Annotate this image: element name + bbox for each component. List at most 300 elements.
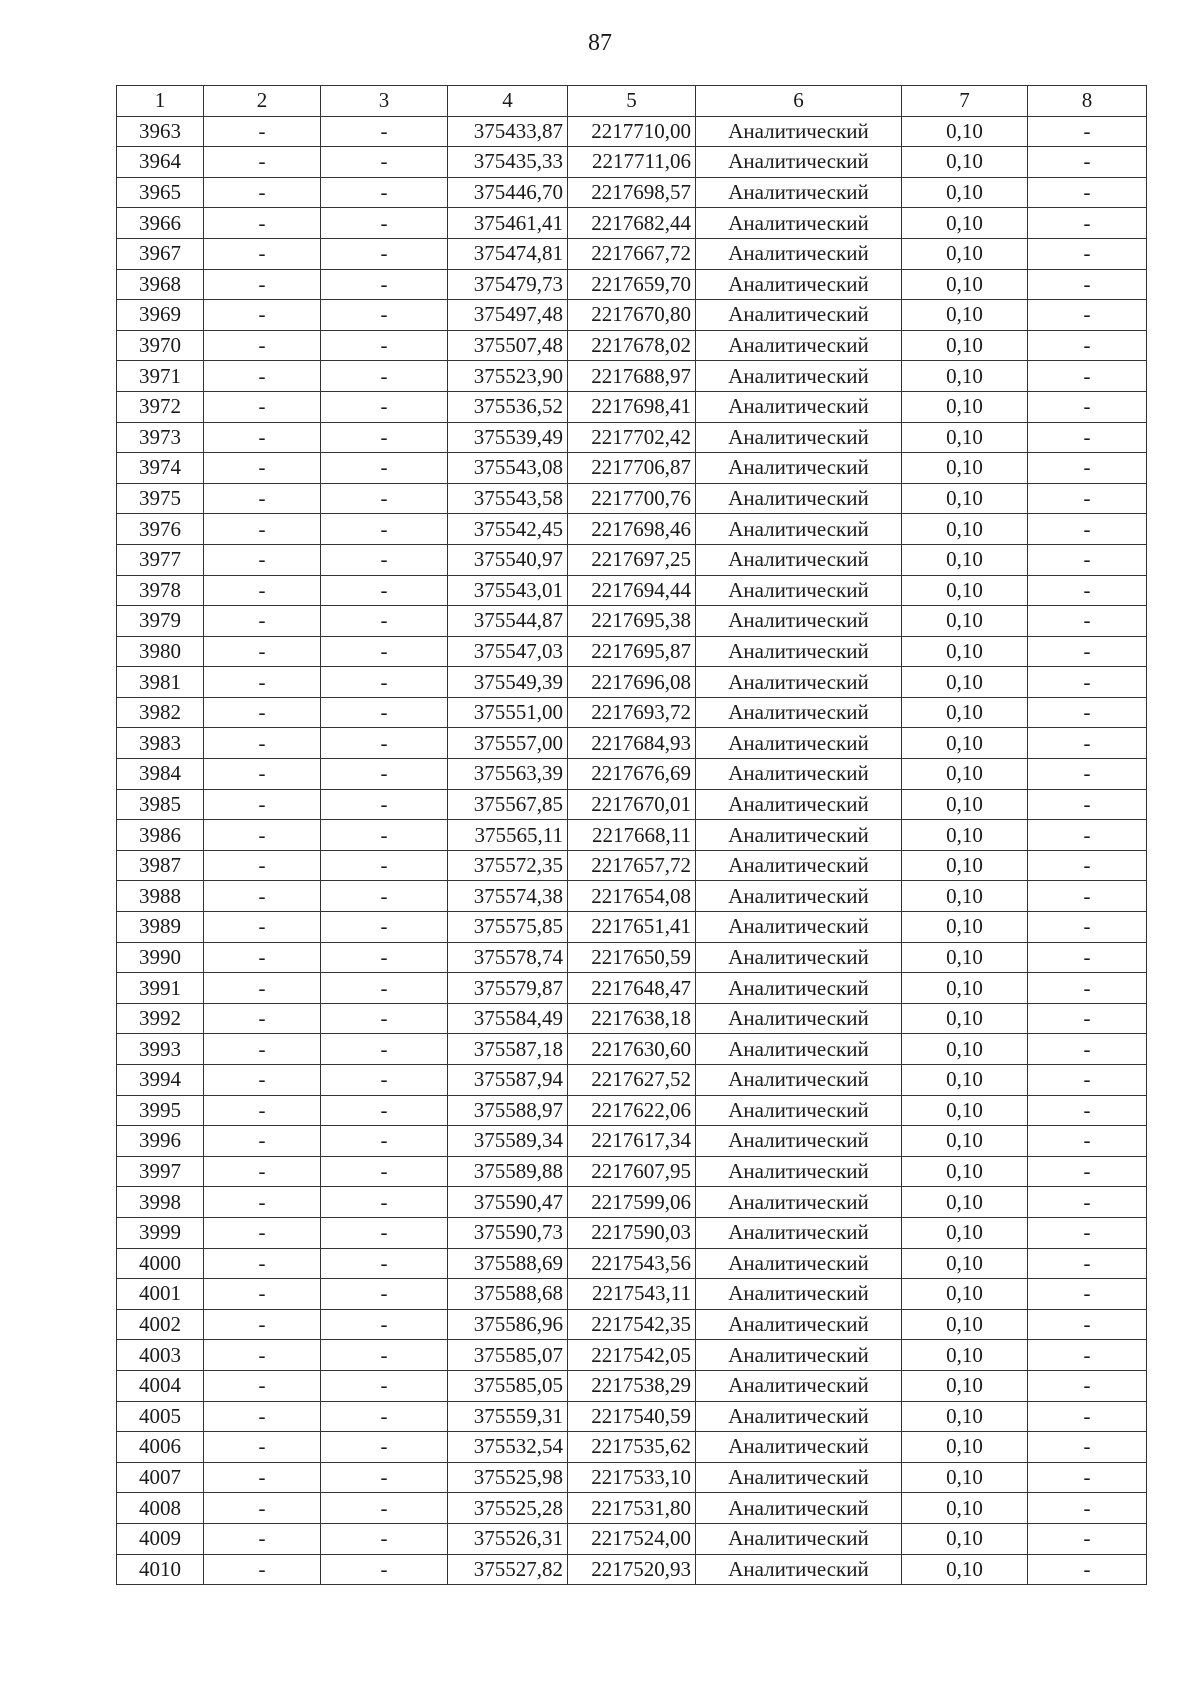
col8-cell: - [1028,636,1147,667]
accuracy-cell: 0,10 [902,1003,1028,1034]
x-coordinate-cell: 375544,87 [448,606,568,637]
col2-cell: - [204,667,321,698]
col2-cell: - [204,208,321,239]
y-coordinate-cell: 2217700,76 [568,483,696,514]
point-number-cell: 4001 [117,1279,204,1310]
accuracy-cell: 0,10 [902,391,1028,422]
y-coordinate-cell: 2217651,41 [568,912,696,943]
accuracy-cell: 0,10 [902,575,1028,606]
x-coordinate-cell: 375589,34 [448,1126,568,1157]
table-row [117,391,1147,422]
column-header: 3 [321,86,448,117]
accuracy-cell: 0,10 [902,1279,1028,1310]
col2-cell: - [204,1095,321,1126]
y-coordinate-cell: 2217702,42 [568,422,696,453]
col2-cell: - [204,1432,321,1463]
point-number-cell: 3998 [117,1187,204,1218]
col8-cell: - [1028,820,1147,851]
x-coordinate-cell: 375540,97 [448,544,568,575]
col8-cell: - [1028,300,1147,331]
y-coordinate-cell: 2217693,72 [568,697,696,728]
method-cell: Аналитический [696,1156,902,1187]
accuracy-cell: 0,10 [902,1126,1028,1157]
x-coordinate-cell: 375563,39 [448,759,568,790]
col3-cell: - [321,575,448,606]
col8-cell: - [1028,759,1147,790]
table-row [117,1187,1147,1218]
method-cell: Аналитический [696,330,902,361]
method-cell: Аналитический [696,1370,902,1401]
col2-cell: - [204,422,321,453]
table-row [117,177,1147,208]
accuracy-cell: 0,10 [902,759,1028,790]
method-cell: Аналитический [696,514,902,545]
y-coordinate-cell: 2217695,87 [568,636,696,667]
x-coordinate-cell: 375547,03 [448,636,568,667]
col3-cell: - [321,238,448,269]
table-row [117,238,1147,269]
accuracy-cell: 0,10 [902,1493,1028,1524]
col8-cell: - [1028,544,1147,575]
accuracy-cell: 0,10 [902,238,1028,269]
col2-cell: - [204,789,321,820]
col3-cell: - [321,1554,448,1585]
x-coordinate-cell: 375461,41 [448,208,568,239]
point-number-cell: 3981 [117,667,204,698]
col2-cell: - [204,1554,321,1585]
col2-cell: - [204,300,321,331]
col3-cell: - [321,728,448,759]
table-row [117,544,1147,575]
point-number-cell: 3999 [117,1217,204,1248]
y-coordinate-cell: 2217684,93 [568,728,696,759]
x-coordinate-cell: 375557,00 [448,728,568,759]
col2-cell: - [204,636,321,667]
x-coordinate-cell: 375579,87 [448,973,568,1004]
accuracy-cell: 0,10 [902,483,1028,514]
accuracy-cell: 0,10 [902,942,1028,973]
col8-cell: - [1028,1248,1147,1279]
table-header-row [117,86,1147,117]
accuracy-cell: 0,10 [902,789,1028,820]
x-coordinate-cell: 375584,49 [448,1003,568,1034]
method-cell: Аналитический [696,1309,902,1340]
col3-cell: - [321,361,448,392]
col2-cell: - [204,1340,321,1371]
point-number-cell: 3994 [117,1065,204,1096]
table-row [117,636,1147,667]
table-row [117,820,1147,851]
x-coordinate-cell: 375590,73 [448,1217,568,1248]
x-coordinate-cell: 375567,85 [448,789,568,820]
method-cell: Аналитический [696,361,902,392]
method-cell: Аналитический [696,1126,902,1157]
x-coordinate-cell: 375551,00 [448,697,568,728]
col8-cell: - [1028,116,1147,147]
col2-cell: - [204,1462,321,1493]
col2-cell: - [204,1126,321,1157]
method-cell: Аналитический [696,238,902,269]
x-coordinate-cell: 375543,01 [448,575,568,606]
method-cell: Аналитический [696,697,902,728]
table-row [117,1370,1147,1401]
col3-cell: - [321,1462,448,1493]
col3-cell: - [321,147,448,178]
col8-cell: - [1028,361,1147,392]
y-coordinate-cell: 2217533,10 [568,1462,696,1493]
point-number-cell: 3980 [117,636,204,667]
col2-cell: - [204,912,321,943]
col8-cell: - [1028,391,1147,422]
y-coordinate-cell: 2217638,18 [568,1003,696,1034]
accuracy-cell: 0,10 [902,728,1028,759]
method-cell: Аналитический [696,483,902,514]
x-coordinate-cell: 375525,28 [448,1493,568,1524]
col8-cell: - [1028,1370,1147,1401]
point-number-cell: 3995 [117,1095,204,1126]
point-number-cell: 3964 [117,147,204,178]
point-number-cell: 3991 [117,973,204,1004]
col8-cell: - [1028,514,1147,545]
col2-cell: - [204,544,321,575]
x-coordinate-cell: 375543,08 [448,453,568,484]
col2-cell: - [204,1034,321,1065]
col8-cell: - [1028,483,1147,514]
x-coordinate-cell: 375525,98 [448,1462,568,1493]
col8-cell: - [1028,1523,1147,1554]
col2-cell: - [204,606,321,637]
table-row [117,361,1147,392]
y-coordinate-cell: 2217520,93 [568,1554,696,1585]
y-coordinate-cell: 2217542,05 [568,1340,696,1371]
point-number-cell: 3977 [117,544,204,575]
col2-cell: - [204,514,321,545]
table-row [117,1523,1147,1554]
point-number-cell: 4006 [117,1432,204,1463]
table-row [117,1432,1147,1463]
x-coordinate-cell: 375539,49 [448,422,568,453]
x-coordinate-cell: 375497,48 [448,300,568,331]
col3-cell: - [321,606,448,637]
col3-cell: - [321,1432,448,1463]
col2-cell: - [204,147,321,178]
method-cell: Аналитический [696,1279,902,1310]
col8-cell: - [1028,208,1147,239]
method-cell: Аналитический [696,269,902,300]
accuracy-cell: 0,10 [902,1095,1028,1126]
y-coordinate-cell: 2217667,72 [568,238,696,269]
table-row [117,1156,1147,1187]
y-coordinate-cell: 2217524,00 [568,1523,696,1554]
accuracy-cell: 0,10 [902,1523,1028,1554]
accuracy-cell: 0,10 [902,300,1028,331]
accuracy-cell: 0,10 [902,1187,1028,1218]
x-coordinate-cell: 375588,69 [448,1248,568,1279]
y-coordinate-cell: 2217694,44 [568,575,696,606]
col3-cell: - [321,850,448,881]
y-coordinate-cell: 2217622,06 [568,1095,696,1126]
x-coordinate-cell: 375532,54 [448,1432,568,1463]
col2-cell: - [204,1523,321,1554]
point-number-cell: 3976 [117,514,204,545]
col3-cell: - [321,1156,448,1187]
accuracy-cell: 0,10 [902,269,1028,300]
point-number-cell: 3985 [117,789,204,820]
method-cell: Аналитический [696,1034,902,1065]
method-cell: Аналитический [696,1095,902,1126]
point-number-cell: 3993 [117,1034,204,1065]
accuracy-cell: 0,10 [902,330,1028,361]
point-number-cell: 4004 [117,1370,204,1401]
point-number-cell: 3997 [117,1156,204,1187]
col2-cell: - [204,361,321,392]
col2-cell: - [204,238,321,269]
col8-cell: - [1028,269,1147,300]
col8-cell: - [1028,667,1147,698]
x-coordinate-cell: 375549,39 [448,667,568,698]
col3-cell: - [321,300,448,331]
col3-cell: - [321,422,448,453]
table-row [117,300,1147,331]
col3-cell: - [321,514,448,545]
y-coordinate-cell: 2217535,62 [568,1432,696,1463]
accuracy-cell: 0,10 [902,973,1028,1004]
accuracy-cell: 0,10 [902,544,1028,575]
point-number-cell: 4010 [117,1554,204,1585]
method-cell: Аналитический [696,1462,902,1493]
table-row [117,973,1147,1004]
col8-cell: - [1028,789,1147,820]
x-coordinate-cell: 375536,52 [448,391,568,422]
point-number-cell: 4009 [117,1523,204,1554]
table-row [117,1095,1147,1126]
table-row [117,1493,1147,1524]
col8-cell: - [1028,147,1147,178]
method-cell: Аналитический [696,391,902,422]
table-row [117,1554,1147,1585]
x-coordinate-cell: 375565,11 [448,820,568,851]
table-row [117,697,1147,728]
col2-cell: - [204,942,321,973]
col2-cell: - [204,575,321,606]
col8-cell: - [1028,728,1147,759]
method-cell: Аналитический [696,1523,902,1554]
accuracy-cell: 0,10 [902,177,1028,208]
col3-cell: - [321,973,448,1004]
point-number-cell: 3971 [117,361,204,392]
point-number-cell: 3967 [117,238,204,269]
point-number-cell: 3974 [117,453,204,484]
y-coordinate-cell: 2217630,60 [568,1034,696,1065]
method-cell: Аналитический [696,1432,902,1463]
col2-cell: - [204,1493,321,1524]
point-number-cell: 4002 [117,1309,204,1340]
col8-cell: - [1028,453,1147,484]
y-coordinate-cell: 2217698,46 [568,514,696,545]
point-number-cell: 3988 [117,881,204,912]
col3-cell: - [321,1187,448,1218]
col3-cell: - [321,1340,448,1371]
col3-cell: - [321,544,448,575]
method-cell: Аналитический [696,1554,902,1585]
table-row [117,116,1147,147]
table-body [117,116,1147,1585]
x-coordinate-cell: 375575,85 [448,912,568,943]
method-cell: Аналитический [696,942,902,973]
method-cell: Аналитический [696,606,902,637]
accuracy-cell: 0,10 [902,1217,1028,1248]
accuracy-cell: 0,10 [902,453,1028,484]
table-row [117,1065,1147,1096]
x-coordinate-cell: 375479,73 [448,269,568,300]
point-number-cell: 3969 [117,300,204,331]
accuracy-cell: 0,10 [902,881,1028,912]
accuracy-cell: 0,10 [902,1401,1028,1432]
accuracy-cell: 0,10 [902,1432,1028,1463]
accuracy-cell: 0,10 [902,912,1028,943]
col3-cell: - [321,667,448,698]
x-coordinate-cell: 375585,05 [448,1370,568,1401]
point-number-cell: 3978 [117,575,204,606]
y-coordinate-cell: 2217543,11 [568,1279,696,1310]
point-number-cell: 4005 [117,1401,204,1432]
column-header: 8 [1028,86,1147,117]
table-row [117,881,1147,912]
table-row [117,514,1147,545]
accuracy-cell: 0,10 [902,422,1028,453]
col2-cell: - [204,820,321,851]
table-row [117,942,1147,973]
col3-cell: - [321,759,448,790]
table-row [117,1003,1147,1034]
y-coordinate-cell: 2217648,47 [568,973,696,1004]
column-header: 6 [696,86,902,117]
col3-cell: - [321,453,448,484]
col8-cell: - [1028,697,1147,728]
method-cell: Аналитический [696,300,902,331]
table-row [117,1401,1147,1432]
column-header: 1 [117,86,204,117]
col8-cell: - [1028,422,1147,453]
table-row [117,759,1147,790]
table-row [117,789,1147,820]
col2-cell: - [204,1065,321,1096]
method-cell: Аналитический [696,728,902,759]
col2-cell: - [204,1003,321,1034]
col3-cell: - [321,116,448,147]
method-cell: Аналитический [696,1401,902,1432]
point-number-cell: 3984 [117,759,204,790]
point-number-cell: 3983 [117,728,204,759]
table-row [117,1217,1147,1248]
col3-cell: - [321,881,448,912]
col3-cell: - [321,1370,448,1401]
x-coordinate-cell: 375474,81 [448,238,568,269]
y-coordinate-cell: 2217678,02 [568,330,696,361]
table-row [117,269,1147,300]
point-number-cell: 3987 [117,850,204,881]
col8-cell: - [1028,1003,1147,1034]
col8-cell: - [1028,1217,1147,1248]
accuracy-cell: 0,10 [902,147,1028,178]
col3-cell: - [321,269,448,300]
coordinates-table [116,85,1147,1585]
y-coordinate-cell: 2217543,56 [568,1248,696,1279]
x-coordinate-cell: 375433,87 [448,116,568,147]
y-coordinate-cell: 2217538,29 [568,1370,696,1401]
col2-cell: - [204,973,321,1004]
table-row [117,728,1147,759]
col3-cell: - [321,391,448,422]
point-number-cell: 3970 [117,330,204,361]
col3-cell: - [321,1126,448,1157]
method-cell: Аналитический [696,177,902,208]
x-coordinate-cell: 375523,90 [448,361,568,392]
method-cell: Аналитический [696,208,902,239]
col8-cell: - [1028,1309,1147,1340]
y-coordinate-cell: 2217698,41 [568,391,696,422]
x-coordinate-cell: 375586,96 [448,1309,568,1340]
method-cell: Аналитический [696,1065,902,1096]
point-number-cell: 4008 [117,1493,204,1524]
method-cell: Аналитический [696,759,902,790]
col3-cell: - [321,1309,448,1340]
accuracy-cell: 0,10 [902,1554,1028,1585]
col8-cell: - [1028,1432,1147,1463]
col2-cell: - [204,116,321,147]
column-header: 7 [902,86,1028,117]
x-coordinate-cell: 375588,68 [448,1279,568,1310]
x-coordinate-cell: 375590,47 [448,1187,568,1218]
x-coordinate-cell: 375507,48 [448,330,568,361]
x-coordinate-cell: 375585,07 [448,1340,568,1371]
col2-cell: - [204,1401,321,1432]
point-number-cell: 3975 [117,483,204,514]
method-cell: Аналитический [696,667,902,698]
col8-cell: - [1028,177,1147,208]
x-coordinate-cell: 375542,45 [448,514,568,545]
point-number-cell: 3973 [117,422,204,453]
point-number-cell: 3965 [117,177,204,208]
y-coordinate-cell: 2217599,06 [568,1187,696,1218]
col3-cell: - [321,1003,448,1034]
x-coordinate-cell: 375589,88 [448,1156,568,1187]
col2-cell: - [204,483,321,514]
column-header: 5 [568,86,696,117]
y-coordinate-cell: 2217710,00 [568,116,696,147]
point-number-cell: 3992 [117,1003,204,1034]
col8-cell: - [1028,1279,1147,1310]
col8-cell: - [1028,850,1147,881]
y-coordinate-cell: 2217682,44 [568,208,696,239]
col3-cell: - [321,1401,448,1432]
col8-cell: - [1028,1462,1147,1493]
col2-cell: - [204,759,321,790]
accuracy-cell: 0,10 [902,514,1028,545]
col2-cell: - [204,1370,321,1401]
method-cell: Аналитический [696,544,902,575]
method-cell: Аналитический [696,1187,902,1218]
col3-cell: - [321,697,448,728]
point-number-cell: 4000 [117,1248,204,1279]
col3-cell: - [321,208,448,239]
col3-cell: - [321,1493,448,1524]
col8-cell: - [1028,1095,1147,1126]
x-coordinate-cell: 375587,18 [448,1034,568,1065]
x-coordinate-cell: 375446,70 [448,177,568,208]
table-row [117,483,1147,514]
accuracy-cell: 0,10 [902,697,1028,728]
